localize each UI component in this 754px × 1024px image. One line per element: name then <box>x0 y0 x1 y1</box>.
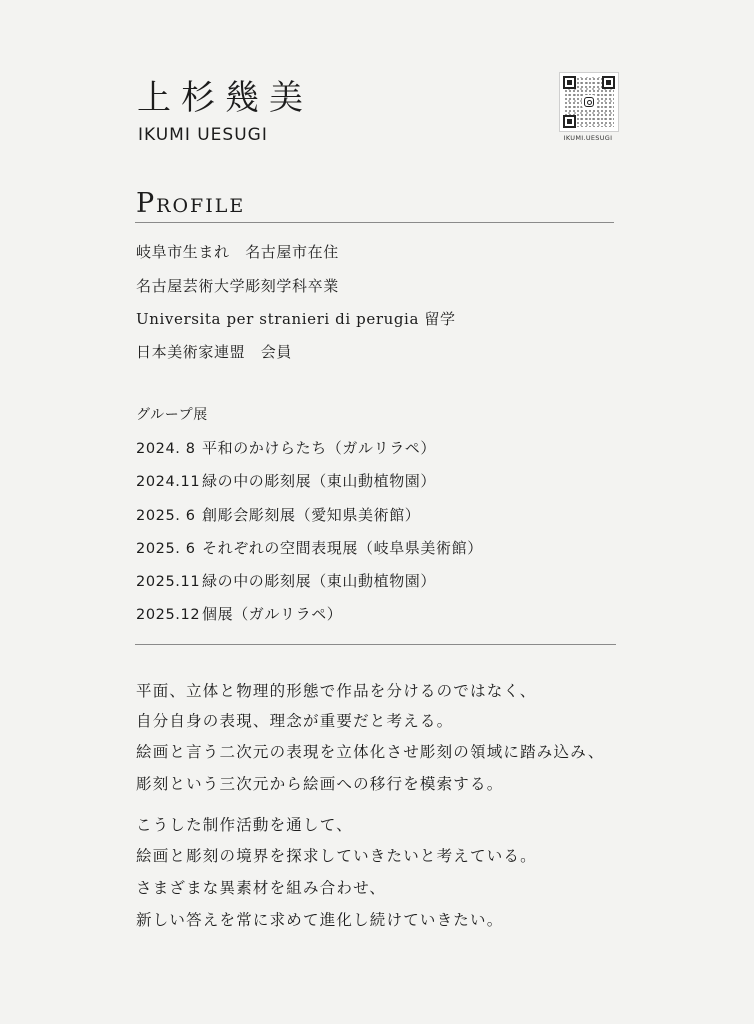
exhibition-date: 2025. 6 <box>136 541 196 557</box>
artist-name-english: IKUMI UESUGI <box>138 125 268 145</box>
qr-finder-top-right <box>602 76 615 89</box>
statement-line: 新しい答えを常に求めて進化し続けていきたい。 <box>136 911 504 929</box>
profile-line-study-abroad: Universita per stranieri di perugia 留学 <box>136 310 456 328</box>
exhibition-item <box>136 505 420 526</box>
statement-line: 自分自身の表現、理念が重要だと考える。 <box>136 712 454 730</box>
exhibition-title: 緑の中の彫刻展（東山動植物園） <box>202 572 437 590</box>
exhibition-title: 創彫会彫刻展（愛知県美術館） <box>202 506 421 524</box>
statement-line: こうした制作活動を通して、 <box>136 816 353 834</box>
exhibition-title: 平和のかけらたち（ガルリラペ） <box>202 439 437 457</box>
artist-name-japanese: 上杉幾美 <box>137 78 313 118</box>
exhibition-item <box>136 571 436 592</box>
statement-line: さまざまな異素材を組み合わせ、 <box>136 879 387 897</box>
exhibition-item <box>136 604 342 625</box>
exhibition-date: 2025.11 <box>136 574 201 590</box>
statement-line: 絵画と言う二次元の表現を立体化させ彫刻の領域に踏み込み、 <box>136 743 605 761</box>
statement-line: 絵画と彫刻の境界を探求していきたいと考えている。 <box>136 847 537 865</box>
statement-line: 彫刻という三次元から絵画への移行を模索する。 <box>136 775 504 793</box>
exhibition-date: 2025.12 <box>136 607 201 623</box>
profile-heading: Profile <box>136 188 246 219</box>
profile-line-birthplace: 岐阜市生まれ 名古屋市在住 <box>136 243 339 261</box>
qr-finder-bottom-left <box>563 115 576 128</box>
exhibition-date: 2024. 8 <box>136 441 196 457</box>
qr-code[interactable] <box>559 72 619 132</box>
exhibition-title: 個展（ガルリラペ） <box>202 605 343 623</box>
exhibition-date: 2025. 6 <box>136 508 196 524</box>
exhibition-item <box>136 538 483 559</box>
exhibition-title: 緑の中の彫刻展（東山動植物園） <box>202 472 437 490</box>
profile-line-education: 名古屋芸術大学彫刻学科卒業 <box>136 277 339 295</box>
exhibition-item <box>136 471 436 492</box>
exhibitions-heading: グループ展 <box>136 407 208 423</box>
qr-finder-top-left <box>563 76 576 89</box>
divider-top <box>135 222 614 223</box>
exhibition-item <box>136 438 436 459</box>
statement-line: 平面、立体と物理的形態で作品を分けるのではなく、 <box>136 682 537 700</box>
exhibition-date: 2024.11 <box>136 474 201 490</box>
profile-line-membership: 日本美術家連盟 会員 <box>136 343 293 361</box>
qr-handle-label: IKUMI.UESUGI <box>563 134 613 142</box>
exhibition-title: それぞれの空間表現展（岐阜県美術館） <box>202 539 483 557</box>
divider-middle <box>135 644 616 645</box>
instagram-icon <box>582 95 596 109</box>
